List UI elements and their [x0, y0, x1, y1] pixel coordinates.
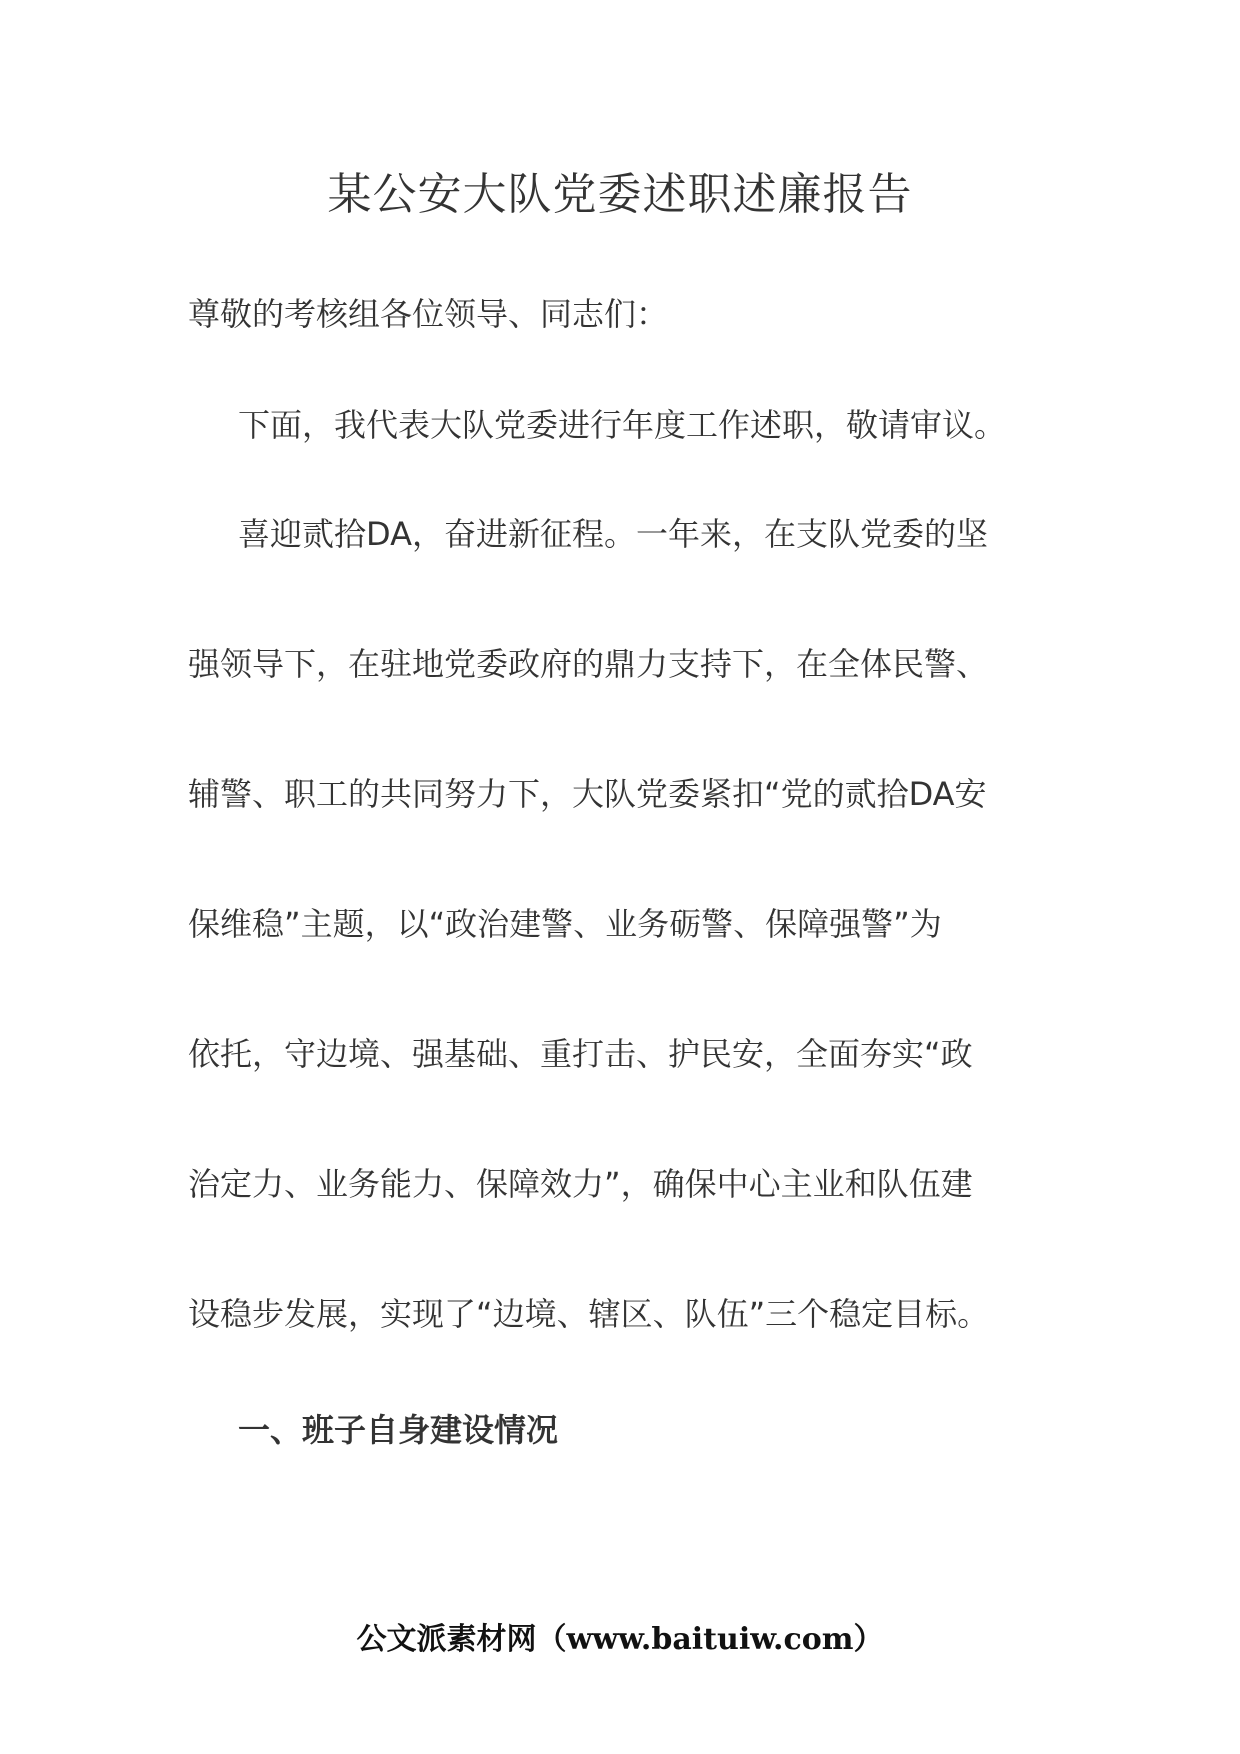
salutation: 尊敬的考核组各位领导、同志们： — [188, 295, 669, 333]
document-title: 某公安大队党委述职述廉报告 — [327, 169, 913, 220]
body-line: 强领导下，在驻地党委政府的鼎力支持下，在全体民警、 — [188, 645, 989, 683]
body-line: 保维稳”主题，以“政治建警、业务砺警、保障强警”为 — [188, 905, 942, 943]
footer-watermark: 公文派素材网（www.baituiw.com） — [356, 1622, 884, 1657]
intro-paragraph: 下面，我代表大队党委进行年度工作述职，敬请审议。 — [238, 406, 1007, 444]
body-line: 喜迎贰拾DA，奋进新征程。一年来，在支队党委的坚 — [238, 515, 988, 553]
body-paragraph — [188, 469, 1068, 1379]
body-line: 依托，守边境、强基础、重打击、护民安，全面夯实“政 — [188, 1035, 973, 1073]
section-heading: 一、班子自身建设情况 — [238, 1411, 559, 1449]
body-line: 设稳步发展，实现了“边境、辖区、队伍”三个稳定目标。 — [188, 1295, 990, 1333]
body-line: 辅警、职工的共同努力下，大队党委紧扣“党的贰拾DA安 — [188, 775, 987, 813]
body-line: 治定力、业务能力、保障效力”，确保中心主业和队伍建 — [188, 1165, 973, 1203]
